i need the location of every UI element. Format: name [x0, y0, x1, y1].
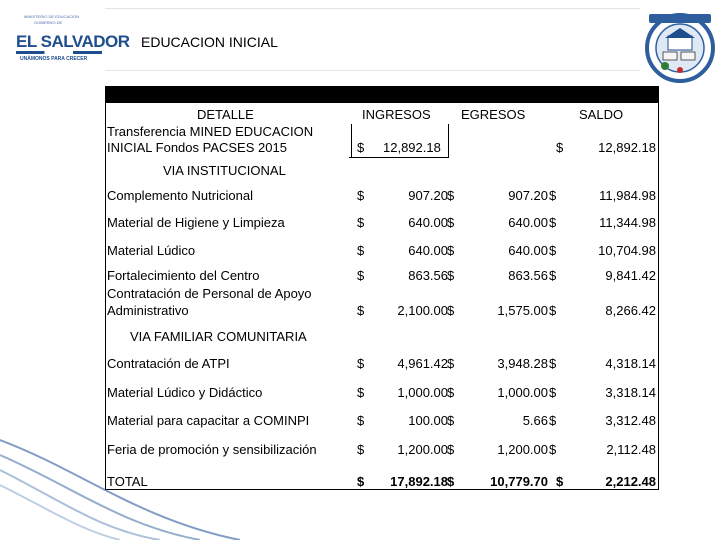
- flag-stripe: [16, 51, 102, 54]
- row-label: Material Lúdico y Didáctico: [107, 385, 263, 400]
- row-ingresos-currency: $: [357, 303, 365, 318]
- transfer-saldo-currency: $: [556, 140, 564, 155]
- row-ingresos-currency: $: [357, 385, 365, 400]
- row-egresos-currency: $: [447, 268, 455, 283]
- row-ingresos-currency: $: [357, 442, 365, 457]
- row-egresos-currency: $: [447, 356, 455, 371]
- row-egresos-currency: $: [447, 188, 455, 203]
- transfer-label-line1: Transferencia MINED EDUCACION: [107, 124, 314, 139]
- row-label: Material para capacitar a COMINPI: [107, 413, 310, 428]
- row-saldo-currency: $: [549, 385, 557, 400]
- total-egresos-currency: $: [447, 474, 455, 489]
- row-saldo: 11,344.98: [599, 215, 656, 230]
- row-ingresos-currency: $: [357, 413, 365, 428]
- row-label: Fortalecimiento del Centro: [107, 268, 260, 283]
- row-egresos: 1,575.00: [497, 303, 548, 318]
- total-ingresos: 17,892.18: [390, 474, 448, 489]
- transfer-ingresos-currency: $: [357, 140, 365, 155]
- school-seal-icon: [643, 8, 717, 86]
- row-saldo-currency: $: [549, 303, 557, 318]
- section-via-familiar: VIA FAMILIAR COMUNITARIA: [130, 329, 307, 344]
- logo-ministry-text: MINISTERIO DE EDUCACION: [24, 14, 80, 19]
- col-header-ingresos: INGRESOS: [362, 107, 431, 122]
- first-row-underline: [349, 157, 449, 158]
- row-egresos: 5.66: [522, 413, 548, 428]
- row-ingresos: 1,200.00: [397, 442, 448, 457]
- logo-brand-text: EL SALVADOR: [16, 32, 130, 51]
- row-saldo: 9,841.42: [605, 268, 656, 283]
- row-label: Material Lúdico: [107, 243, 196, 258]
- col-header-saldo: SALDO: [579, 107, 624, 122]
- logo-tagline: UNÁMONOS PARA CRECER: [20, 56, 88, 62]
- row-egresos-currency: $: [447, 243, 455, 258]
- row-ingresos-currency: $: [357, 268, 365, 283]
- row-egresos-currency: $: [447, 303, 455, 318]
- first-row-divider: [351, 124, 352, 158]
- row-saldo-currency: $: [549, 356, 557, 371]
- row-label: Contratación de ATPI: [107, 356, 230, 371]
- total-saldo-currency: $: [556, 474, 564, 489]
- col-header-detalle: DETALLE: [197, 107, 254, 122]
- row-saldo-currency: $: [549, 188, 557, 203]
- row-egresos-currency: $: [447, 413, 455, 428]
- row-egresos-currency: $: [447, 385, 455, 400]
- header-divider-bottom: [105, 70, 640, 71]
- transfer-label-line2: INICIAL Fondos PACSES 2015: [107, 140, 287, 155]
- transfer-ingresos: 12,892.18: [383, 140, 441, 155]
- row-label: Feria de promoción y sensibilización: [107, 442, 317, 457]
- row-egresos: 1,000.00: [497, 385, 548, 400]
- total-ingresos-currency: $: [357, 474, 365, 489]
- row-egresos: 1,200.00: [497, 442, 548, 457]
- row-saldo: 3,312.48: [605, 413, 656, 428]
- section-via-institucional: VIA INSTITUCIONAL: [163, 163, 286, 178]
- row-egresos-currency: $: [447, 215, 455, 230]
- total-saldo: 2,212.48: [605, 474, 656, 489]
- row-label: Contratación de Personal de Apoyo: [107, 286, 312, 301]
- row-saldo: 4,318.14: [605, 356, 656, 371]
- row-label: Complemento Nutricional: [107, 188, 253, 203]
- row-ingresos-currency: $: [357, 188, 365, 203]
- row-saldo: 10,704.98: [598, 243, 656, 258]
- row-ingresos: 907.20: [408, 188, 448, 203]
- row-egresos-currency: $: [447, 442, 455, 457]
- row-label-line2: Administrativo: [107, 303, 189, 318]
- row-ingresos: 1,000.00: [397, 385, 448, 400]
- table-header-bar: [105, 86, 659, 103]
- row-saldo: 2,112.48: [606, 442, 656, 457]
- col-header-egresos: EGRESOS: [461, 107, 526, 122]
- row-ingresos: 640.00: [408, 243, 448, 258]
- row-saldo: 11,984.98: [599, 188, 656, 203]
- row-ingresos: 4,961.42: [397, 356, 448, 371]
- decorative-lines: [0, 430, 720, 540]
- row-egresos: 640.00: [508, 243, 548, 258]
- logo-government-text: GOBIERNO DE: [34, 20, 63, 25]
- total-label: TOTAL: [107, 474, 148, 489]
- row-saldo-currency: $: [549, 268, 557, 283]
- row-ingresos: 100.00: [408, 413, 448, 428]
- total-egresos: 10,779.70: [490, 474, 548, 489]
- row-ingresos: 863.56: [408, 268, 448, 283]
- page-title: EDUCACION INICIAL: [141, 34, 278, 50]
- row-saldo-currency: $: [549, 215, 557, 230]
- row-saldo-currency: $: [549, 413, 557, 428]
- row-egresos: 907.20: [508, 188, 548, 203]
- header-divider-top: [105, 8, 640, 9]
- row-ingresos: 2,100.00: [397, 303, 448, 318]
- row-egresos: 863.56: [508, 268, 548, 283]
- row-ingresos-currency: $: [357, 243, 365, 258]
- row-ingresos-currency: $: [357, 215, 365, 230]
- row-egresos: 640.00: [508, 215, 548, 230]
- row-saldo: 8,266.42: [605, 303, 656, 318]
- row-egresos: 3,948.28: [497, 356, 548, 371]
- row-label: Material de Higiene y Limpieza: [107, 215, 285, 230]
- mined-logo: [12, 12, 130, 76]
- row-ingresos: 640.00: [408, 215, 448, 230]
- transfer-saldo: 12,892.18: [598, 140, 656, 155]
- first-row-divider: [448, 124, 449, 158]
- row-ingresos-currency: $: [357, 356, 365, 371]
- row-saldo: 3,318.14: [605, 385, 656, 400]
- row-saldo-currency: $: [549, 442, 557, 457]
- row-saldo-currency: $: [549, 243, 557, 258]
